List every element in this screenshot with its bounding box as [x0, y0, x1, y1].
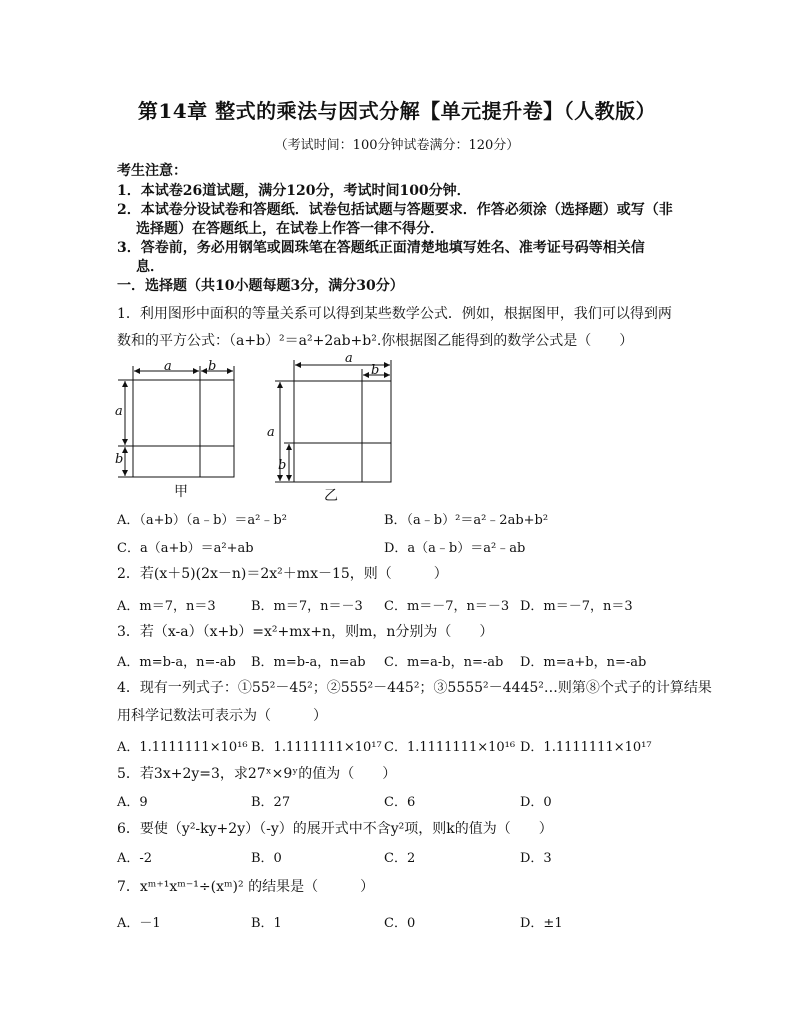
q7-option-a[interactable]: A．－1 — [117, 916, 161, 931]
q4-option-d[interactable]: D．1.1111111×10¹⁷ — [520, 740, 652, 755]
q5-option-c[interactable]: C．6 — [384, 795, 416, 810]
q3-option-a[interactable]: A．m=b-a，n=-ab — [117, 655, 236, 670]
q3-option-b[interactable]: B．m=b-a，n=ab — [251, 655, 366, 670]
figure-yi-caption: 乙 — [324, 488, 338, 504]
figure-yi-label-a-left: a — [267, 425, 275, 440]
question-2-stem: 2．若(x＋5)(2x－n)＝2x²＋mx－15，则（ ） — [117, 566, 448, 582]
figure-jia-label-a-left: a — [115, 404, 123, 419]
figure-jia-label-a-top: a — [164, 359, 172, 374]
question-7-stem: 7．xᵐ⁺¹xᵐ⁻¹÷(xᵐ)² 的结果是（ ） — [117, 879, 375, 895]
q1-option-c[interactable]: C．a（a+b）＝a²+ab — [117, 541, 254, 556]
question-3-stem: 3．若（x-a）（x+b）=x²+mx+n，则m，n分别为（ ） — [117, 624, 494, 640]
q5-option-a[interactable]: A．9 — [117, 795, 148, 810]
q7-option-d[interactable]: D．±1 — [520, 916, 563, 931]
notice-item-1: 1．本试卷26道试题，满分120分，考试时间100分钟． — [117, 183, 471, 199]
q7-option-b[interactable]: B．1 — [251, 916, 282, 931]
figure-jia-caption: 甲 — [174, 484, 188, 500]
notice-item-3: 3．答卷前，务必用钢笔或圆珠笔在答题纸正面清楚地填写姓名、准考证号码等相关信 — [117, 240, 645, 256]
q2-option-c[interactable]: C．m＝－7，n＝－3 — [384, 599, 510, 614]
q6-option-c[interactable]: C．2 — [384, 851, 416, 866]
q4-option-c[interactable]: C．1.1111111×10¹⁶ — [384, 740, 516, 755]
q4-option-a[interactable]: A．1.1111111×10¹⁶ — [117, 740, 248, 755]
page-title: 第14章 整式的乘法与因式分解【单元提升卷】（人教版） — [137, 99, 657, 123]
notice-heading: 考生注意： — [117, 163, 187, 179]
q3-option-c[interactable]: C．m=a-b，n=-ab — [384, 655, 504, 670]
notice-item-3-cont: 息． — [136, 259, 164, 275]
q2-option-a[interactable]: A．m＝7，n＝3 — [117, 599, 216, 614]
q1-option-a[interactable]: A．（a+b）（a﹣b）＝a²﹣b² — [117, 513, 287, 528]
figure-yi-label-b-top: b — [371, 363, 380, 378]
notice-item-2-cont: 选择题）在答题纸上，在试卷上作答一律不得分． — [136, 221, 444, 237]
q6-option-d[interactable]: D．3 — [520, 851, 552, 866]
q4-option-b[interactable]: B．1.1111111×10¹⁷ — [251, 740, 382, 755]
figure-yi-label-b-left: b — [278, 458, 287, 473]
question-1-line1: 1．利用图形中面积的等量关系可以得到某些数学公式．例如，根据图甲，我们可以得到两 — [117, 306, 672, 322]
section-heading: 一．选择题（共10小题每题3分，满分30分） — [117, 278, 404, 294]
q1-option-b[interactable]: B．（a﹣b）²＝a²﹣2ab+b² — [384, 513, 549, 528]
q6-option-b[interactable]: B．0 — [251, 851, 282, 866]
q3-option-d[interactable]: D．m=a+b，n=-ab — [520, 655, 647, 670]
figure-jia-label-b-top: b — [208, 359, 217, 374]
exam-info: （考试时间：100分钟试卷满分：120分） — [274, 138, 520, 153]
q5-option-b[interactable]: B．27 — [251, 795, 291, 810]
question-1-line2: 数和的平方公式：（a+b）²＝a²+2ab+b².你根据图乙能得到的数学公式是（ ） — [117, 333, 634, 349]
figure-yi-label-a-top: a — [345, 351, 353, 366]
q2-option-d[interactable]: D．m＝－7，n＝3 — [520, 599, 633, 614]
q7-option-c[interactable]: C．0 — [384, 916, 416, 931]
notice-item-2: 2．本试卷分设试卷和答题纸．试卷包括试题与答题要求．作答必须涂（选择题）或写（非 — [117, 202, 673, 218]
q1-option-d[interactable]: D．a（a﹣b）＝a²﹣ab — [384, 541, 526, 556]
q5-option-d[interactable]: D．0 — [520, 795, 552, 810]
figure-jia — [112, 360, 242, 478]
question-4-line2: 用科学记数法可表示为（ ） — [117, 708, 327, 724]
figure-jia-label-b-left: b — [115, 452, 124, 467]
q6-option-a[interactable]: A．-2 — [117, 851, 153, 866]
question-6-stem: 6．要使（y²-ky+2y）（-y）的展开式中不含y²项，则k的值为（ ） — [117, 821, 553, 837]
question-4-line1: 4．现有一列式子：①55²－45²；②555²－445²；③5555²－4445²…则第⑧个式子的计算结果 — [117, 680, 712, 696]
q2-option-b[interactable]: B．m＝7，n＝－3 — [251, 599, 363, 614]
question-5-stem: 5．若3x+2y=3，求27ˣ×9ʸ的值为（ ） — [117, 766, 397, 782]
